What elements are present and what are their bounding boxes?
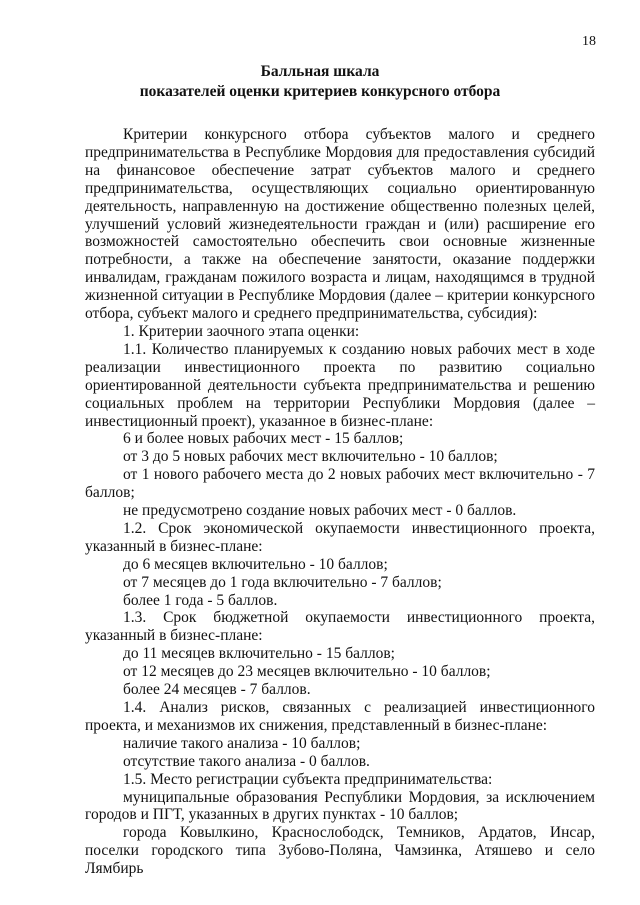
paragraph-1-3-b: от 12 месяцев до 23 месяцев включительно - 10 баллов; [123,663,491,681]
paragraph-1-4-a: наличие такого анализа - 10 баллов; [123,734,361,752]
paragraph-1-5-a: муниципальные образования Республики Мордовия, за исключением городов и ПГТ, указанных в других пунктах - 10 баллов; [85,788,595,824]
paragraph-1-5-b: города Ковылкино, Краснослободск, Темников, Ардатов, Инсар, поселки городского типа Зубово-Поляна, Чамзинка, Атяшево и село Лямбирь [85,824,595,878]
paragraph-1-2-b: от 7 месяцев до 1 года включительно - 7 баллов; [123,573,442,591]
paragraph-1-3-c: более 24 месяцев - 7 баллов. [123,681,311,699]
paragraph-1-2: 1.2. Срок экономической окупаемости инвестиционного проекта, указанный в бизнес-плане: [85,519,595,555]
title-line-2: показателей оценки критериев конкурсного отбора [139,83,501,100]
paragraph-section-1: 1. Критерии заочного этапа оценки: [123,322,360,340]
paragraph-1-2-c: более 1 года - 5 баллов. [123,591,278,609]
paragraph-1-1: 1.1. Количество планируемых к созданию новых рабочих мест в ходе реализации инвестиционного проекта по развитию социально ориентированной деятельности субъекта предпринимательства и решению социальных проблем на территории Республики Мордовия (далее – инвестиционный проект), указанное в бизнес-плане: [85,340,595,430]
paragraph-1-3-a: до 11 месяцев включительно - 15 баллов; [123,645,395,663]
paragraph-1-1-b: от 3 до 5 новых рабочих мест включительно - 10 баллов; [123,448,498,466]
paragraph-1-1-c: от 1 нового рабочего места до 2 новых рабочих мест включительно - 7 баллов; [85,466,595,502]
paragraph-1-5: 1.5. Место регистрации субъекта предпринимательства: [123,770,493,788]
document-body [85,126,595,878]
title-line-1: Балльная шкала [260,63,380,80]
paragraph-1-2-a: до 6 месяцев включительно - 10 баллов; [123,555,388,573]
page-number: 18 [582,34,596,49]
paragraph-1-3: 1.3. Срок бюджетной окупаемости инвестиционного проекта, указанный в бизнес-плане: [85,609,595,645]
paragraph-1-1-d: не предусмотрено создание новых рабочих мест - 0 баллов. [123,502,517,520]
paragraph-intro: Критерии конкурсного отбора субъектов малого и среднего предпринимательства в Республике Мордовия для предоставления субсидий на финансовое обеспечение затрат субъектов малого и среднего предпринимательства, осуществляющих социально ориентированную деятельность, направленную на достижение общественно полезных целей, улучшений условий жизнедеятельности граждан и (или) расширение его возможностей самостоятельно обеспечить свои основные жизненные потребности, а также на обеспечение занятости, оказание поддержки инвалидам, гражданам пожилого возраста и лицам, находящимся в трудной жизненной ситуации в Республике Мордовия (далее – критерии конкурсного отбора, субъект малого и среднего предпринимательства, субсидия): [85,126,595,323]
paragraph-1-4: 1.4. Анализ рисков, связанных с реализацией инвестиционного проекта, и механизмов их снижения, представленный в бизнес-плане: [85,699,595,734]
document-title [0,62,640,102]
paragraph-1-4-b: отсутствие такого анализа - 0 баллов. [123,752,370,770]
paragraph-1-1-a: 6 и более новых рабочих мест - 15 баллов; [123,430,404,448]
